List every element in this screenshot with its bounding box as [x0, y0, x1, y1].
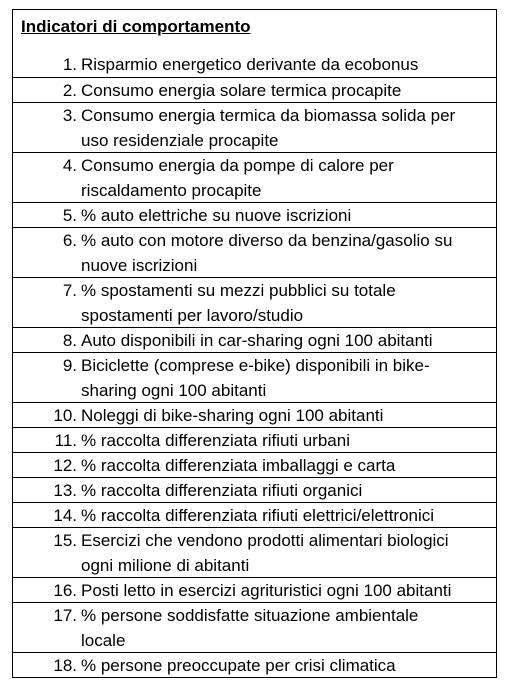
row-text-line: Biciclette (comprese e-bike) disponibili in bike-	[81, 356, 430, 375]
row-number: 14.	[53, 506, 77, 525]
row-text-line: Auto disponibili in car-sharing ogni 100 abitanti	[81, 331, 433, 350]
row-text-line: Noleggi di bike-sharing ogni 100 abitanti	[81, 406, 384, 425]
row-number: 16.	[53, 581, 77, 600]
table-row	[13, 602, 496, 652]
table-row	[13, 652, 496, 677]
row-text	[81, 328, 496, 352]
row-text-line: % raccolta differenziata rifiuti urbani	[81, 431, 350, 450]
row-text-line: Consumo energia da pompe di calore per	[81, 156, 394, 175]
row-number: 12.	[53, 456, 77, 475]
row-text-line: Risparmio energetico derivante da ecobonus	[81, 55, 419, 74]
row-number: 18.	[53, 656, 77, 675]
row-text	[81, 603, 496, 652]
row-text-line: ogni milione di abitanti	[81, 556, 250, 575]
row-text-line: Posti letto in esercizi agrituristici ogni 100 abitanti	[81, 581, 452, 600]
row-number: 9.	[62, 356, 77, 375]
row-text	[81, 52, 496, 77]
row-number: 4.	[62, 156, 77, 175]
table-row	[13, 502, 496, 527]
row-number: 6.	[62, 231, 77, 250]
indicator-table	[12, 9, 497, 678]
row-text-line: riscaldamento procapite	[81, 181, 262, 200]
row-text	[81, 428, 496, 452]
row-text-line: Consumo energia solare termica procapite	[81, 81, 402, 100]
row-text-line: % auto con motore diverso da benzina/gasolio su	[81, 231, 453, 250]
row-text-line: Consumo energia termica da biomassa solida per	[81, 106, 456, 125]
table-row	[13, 402, 496, 427]
row-text	[81, 203, 496, 227]
row-text-line: % raccolta differenziata imballaggi e carta	[81, 456, 396, 475]
row-text-line: % raccolta differenziata rifiuti elettrici/elettronici	[81, 506, 435, 525]
row-text-line: Esercizi che vendono prodotti alimentari biologici	[81, 531, 449, 550]
row-number: 15.	[53, 531, 77, 550]
table-row	[13, 77, 496, 102]
table-row	[13, 477, 496, 502]
row-text	[81, 453, 496, 477]
row-text-line: uso residenziale procapite	[81, 131, 279, 150]
table-row	[13, 277, 496, 327]
row-text-line: % spostamenti su mezzi pubblici su totale	[81, 281, 396, 300]
table-row	[13, 102, 496, 152]
table-row	[13, 52, 496, 77]
table-row	[13, 577, 496, 602]
row-text-line: % persone preoccupate per crisi climatica	[81, 656, 396, 675]
row-text	[81, 353, 496, 402]
table-row	[13, 427, 496, 452]
row-number: 17.	[53, 606, 77, 625]
row-text	[81, 153, 496, 202]
row-text	[81, 503, 496, 527]
table-row	[13, 227, 496, 277]
table-header	[13, 10, 496, 52]
row-text	[81, 478, 496, 502]
row-number: 10.	[53, 406, 77, 425]
row-text	[81, 578, 496, 602]
row-text-line: locale	[81, 631, 126, 650]
row-number: 2.	[62, 81, 77, 100]
table-row	[13, 527, 496, 577]
row-text	[81, 78, 496, 102]
row-number: 13.	[53, 481, 77, 500]
table-row	[13, 152, 496, 202]
row-text-line: % raccolta differenziata rifiuti organici	[81, 481, 363, 500]
table-row	[13, 202, 496, 227]
row-text-line: sharing ogni 100 abitanti	[81, 381, 267, 400]
row-text-line: % persone soddisfatte situazione ambientale	[81, 606, 419, 625]
row-text	[81, 653, 496, 677]
row-number: 3.	[62, 106, 77, 125]
table-header-text: Indicatori di comportamento	[21, 17, 251, 36]
row-text	[81, 103, 496, 152]
table-row	[13, 352, 496, 402]
row-text	[81, 528, 496, 577]
row-text-line: spostamenti per lavoro/studio	[81, 306, 304, 325]
row-number: 8.	[62, 331, 77, 350]
row-text	[81, 278, 496, 327]
table-row	[13, 452, 496, 477]
row-number: 11.	[54, 431, 77, 450]
row-number: 1.	[62, 55, 77, 74]
table-row	[13, 327, 496, 352]
row-number: 7.	[62, 281, 77, 300]
row-text-line: nuove iscrizioni	[81, 256, 198, 275]
row-text	[81, 228, 496, 277]
table-body	[13, 52, 496, 677]
row-text	[81, 403, 496, 427]
row-text-line: % auto elettriche su nuove iscrizioni	[81, 206, 352, 225]
row-number: 5.	[62, 206, 77, 225]
